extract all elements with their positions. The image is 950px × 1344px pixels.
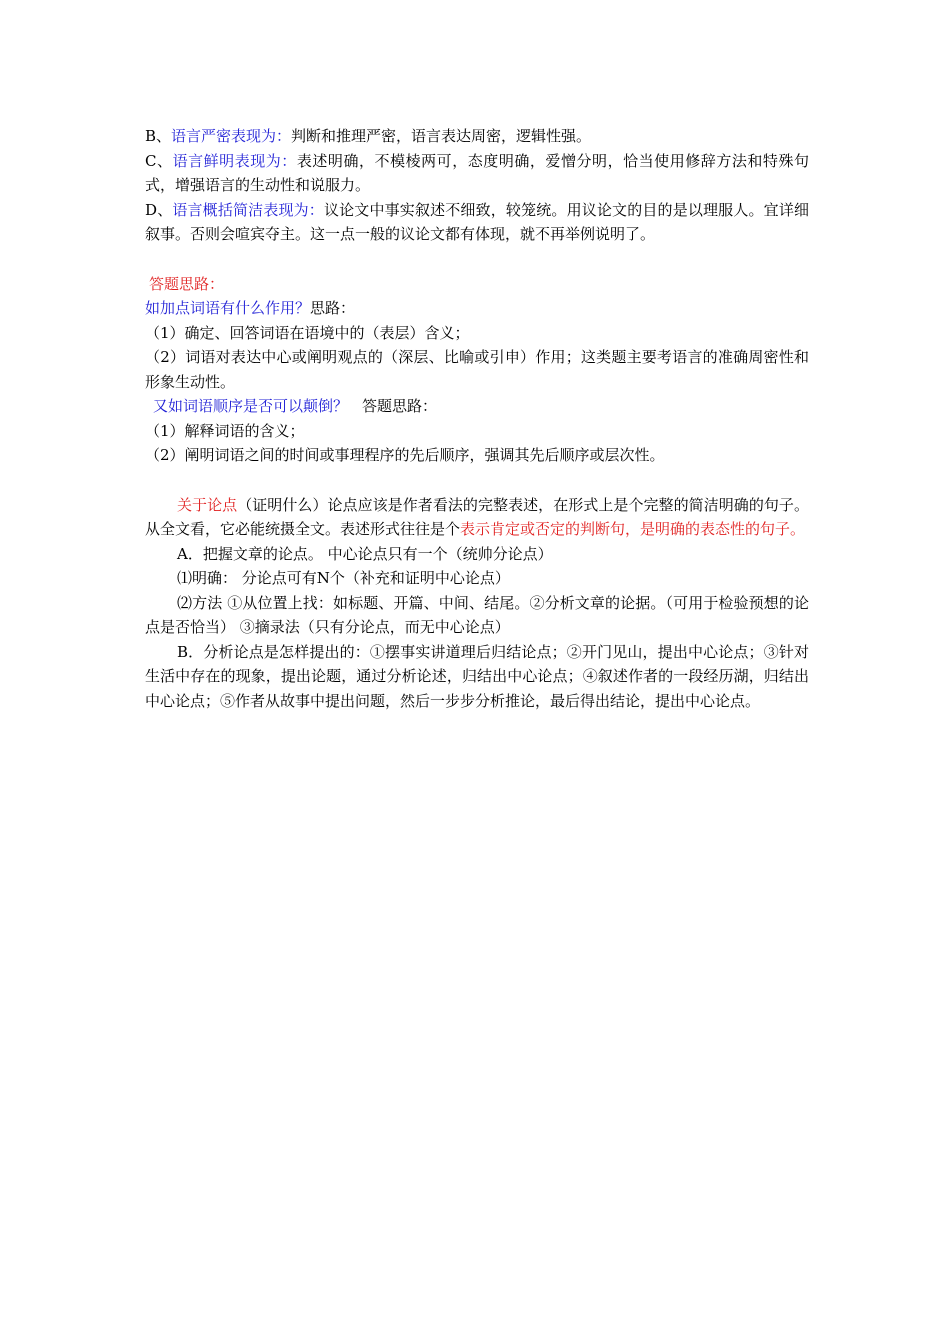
q1-step-2: （2）词语对表达中心或阐明观点的（深层、比喻或引申）作用；这类题主要考语言的准确周密性和形象生动性。: [145, 348, 809, 391]
item-text: 议论文中事实叙述不细致，较笼统。用议论文的目的是以理服人。宜详细叙事。否则会喧宾夺主。这一点一般的议论文都有体现，就不再举例说明了。: [145, 200, 809, 243]
question-suffix: 思路：: [310, 299, 356, 317]
thesis-intro-text: （证明什么）论点应该是作者看法的完整表述，在形式上是个完整的简洁明确的句子。从全文看，它必能统摄全文。表述形式往往是个: [145, 495, 809, 538]
q1-step-1: （1）确定、回答词语在语境中的（表层）含义；: [145, 323, 470, 342]
thesis-intro-label: 关于论点: [177, 495, 238, 514]
style-item-c: [145, 149, 809, 198]
thesis-intro: [145, 493, 809, 542]
q2-step-1: （1）解释词语的含义；: [145, 421, 305, 440]
spacer: [145, 247, 809, 272]
question-1: [145, 296, 809, 321]
q2-step-2: （2）阐明词语之间的时间或事理程序的先后顺序，强调其先后顺序或层次性。: [145, 446, 665, 464]
question-2: [145, 394, 809, 419]
thesis-a2: ⑵方法 ①从位置上找：如标题、开篇、中间、结尾。②分析文章的论据。（可用于检验预想的论点是否恰当） ③摘录法（只有分论点，而无中心论点）: [145, 593, 809, 636]
item-prefix: B、: [145, 127, 172, 145]
item-text: 判断和推理严密，语言表达周密，逻辑性强。: [291, 127, 592, 145]
document-page: [145, 124, 809, 713]
item-text: 表述明确，不模棱两可，态度明确，爱憎分明，恰当使用修辞方法和特殊句式，增强语言的生动性和说服力。: [145, 151, 809, 194]
thesis-intro-emphasis: 表示肯定或否定的判断句，是明确的表态性的句子。: [460, 520, 806, 538]
question-text: 又如词语顺序是否可以颠倒？: [153, 397, 349, 415]
item-label: 语言严密表现为：: [171, 127, 292, 145]
item-label: 语言鲜明表现为：: [172, 151, 297, 170]
question-suffix: 答题思路：: [362, 397, 438, 415]
question-text: 如加点词语有什么作用？: [145, 299, 311, 317]
item-prefix: D、: [145, 200, 173, 219]
spacer: [145, 468, 809, 493]
thesis-a: A．把握文章的论点。 中心论点只有一个（统帅分论点）: [177, 544, 553, 563]
style-item-b: [145, 124, 809, 149]
thesis-b: B．分析论点是怎样提出的：①摆事实讲道理后归结论点；②开门见山，提出中心论点；③针对生活中存在的现象，提出论题，通过分析论述，归结出中心论点；④叙述作者的一段经历湖，归结出中心论点；⑤作者从故事中提出问题，然后一步步分析推论，最后得出结论，提出中心论点。: [145, 642, 809, 710]
item-label: 语言概括简洁表现为：: [172, 200, 324, 219]
item-prefix: C、: [145, 151, 173, 170]
style-item-d: [145, 198, 809, 247]
answer-section-title: 答题思路：: [149, 274, 225, 293]
thesis-a1: ⑴明确： 分论点可有N个（补充和证明中心论点）: [177, 569, 510, 587]
